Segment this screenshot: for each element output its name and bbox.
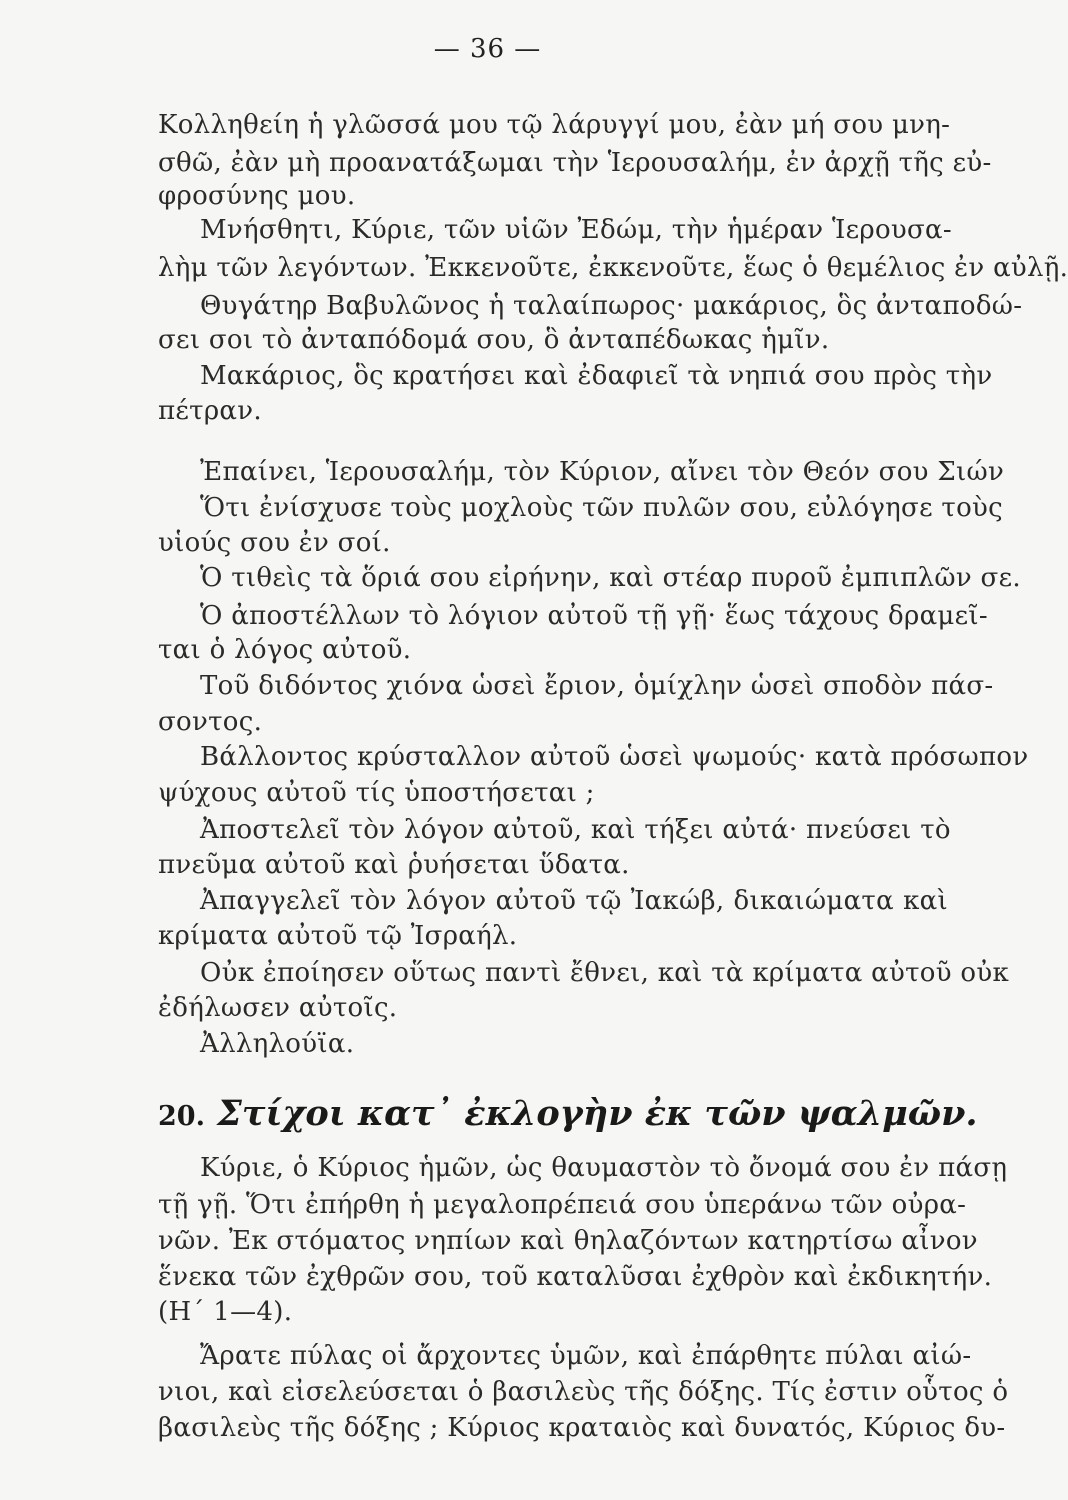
text-line: Μνήσθητι, Κύριε, τῶν υἱῶν Ἐδώμ, τὴν ἡμέραν Ἱερουσα- — [200, 215, 952, 245]
text-line: Ἀποστελεῖ τὸν λόγον αὐτοῦ, καὶ τήξει αὐτά· πνεύσει τὸ — [200, 815, 951, 845]
section-number: 20. — [158, 1101, 205, 1132]
page-number: — 36 — — [433, 34, 542, 64]
text-line: σθῶ, ἐὰν μὴ προανατάξωμαι τὴν Ἱερουσαλήμ, ἐν ἀρχῇ τῆς εὐ- — [158, 148, 992, 178]
text-line: Μακάριος, ὃς κρατήσει καὶ ἐδαφιεῖ τὰ νηπιά σου πρὸς τὴν — [200, 361, 993, 391]
text-line: πέτραν. — [158, 396, 262, 426]
text-line: Ἐπαίνει, Ἱερουσαλήμ, τὸν Κύριον, αἴνει τὸν Θεόν σου Σιών — [200, 457, 1005, 487]
text-line: σοντος. — [158, 707, 263, 737]
text-line: σει σοι τὸ ἀνταπόδομά σου, ὃ ἀνταπέδωκας ἡμῖν. — [158, 325, 830, 355]
text-line: Θυγάτηρ Βαβυλῶνος ἡ ταλαίπωρος· μακάριος, ὃς ἀνταποδώ- — [200, 291, 1023, 321]
text-line: Βάλλοντος κρύσταλλον αὐτοῦ ὡσεὶ ψωμούς· κατὰ πρόσωπον — [200, 742, 1029, 772]
text-line: ται ὁ λόγος αὐτοῦ. — [158, 635, 412, 665]
text-line: ἕνεκα τῶν ἐχθρῶν σου, τοῦ καταλῦσαι ἐχθρὸν καὶ ἐκδικητήν. — [158, 1262, 993, 1292]
text-line: Ὅτι ἐνίσχυσε τοὺς μοχλοὺς τῶν πυλῶν σου, εὐλόγησε τοὺς — [200, 493, 1004, 523]
text-line: ἐδήλωσεν αὐτοῖς. — [158, 993, 398, 1023]
section-title: Στίχοι κατ᾽ ἐκλογὴν ἐκ τῶν ψαλμῶν. — [217, 1093, 978, 1134]
text-line: (Η΄ 1—4). — [158, 1297, 293, 1327]
text-line: φροσύνης μου. — [158, 181, 356, 211]
text-line: Ὁ ἀποστέλλων τὸ λόγιον αὐτοῦ τῇ γῇ· ἕως τάχους δραμεῖ- — [200, 601, 988, 631]
text-line: νιοι, καὶ εἰσελεύσεται ὁ βασιλεὺς τῆς δόξης. Τίς ἐστιν οὗτος ὁ — [158, 1377, 1009, 1407]
text-line: πνεῦμα αὐτοῦ καὶ ῥυήσεται ὕδατα. — [158, 850, 630, 880]
text-line: Οὐκ ἐποίησεν οὕτως παντὶ ἔθνει, καὶ τὰ κρίματα αὐτοῦ οὐκ — [200, 958, 1009, 988]
text-line: νῶν. Ἐκ στόματος νηπίων καὶ θηλαζόντων κατηρτίσω αἶνον — [158, 1226, 978, 1256]
text-line: ψύχους αὐτοῦ τίς ὑποστήσεται ; — [158, 778, 595, 808]
text-line: Κύριε, ὁ Κύριος ἡμῶν, ὡς θαυμαστὸν τὸ ὄνομά σου ἐν πάσῃ — [200, 1153, 1008, 1183]
text-line: Ἀλληλούϊα. — [200, 1029, 355, 1059]
text-line: υἱούς σου ἐν σοί. — [158, 528, 391, 558]
text-line: Ἄρατε πύλας οἱ ἄρχοντες ὑμῶν, καὶ ἐπάρθητε πύλαι αἰώ- — [200, 1341, 972, 1371]
text-line: κρίματα αὐτοῦ τῷ Ἰσραήλ. — [158, 921, 518, 951]
text-line: λὴμ τῶν λεγόντων. Ἐκκενοῦτε, ἐκκενοῦτε, ἕως ὁ θεμέλιος ἐν αὐλῇ. — [158, 253, 1068, 283]
text-line: Τοῦ διδόντος χιόνα ὡσεὶ ἔριον, ὁμίχλην ὡσεὶ σποδὸν πάσ- — [200, 671, 994, 701]
text-line: τῇ γῇ. Ὅτι ἐπήρθη ἡ μεγαλοπρέπειά σου ὑπεράνω τῶν οὐρα- — [158, 1190, 967, 1220]
text-line: Ἀπαγγελεῖ τὸν λόγον αὐτοῦ τῷ Ἰακώβ, δικαιώματα καὶ — [200, 886, 948, 916]
text-line: Ὁ τιθεὶς τὰ ὅριά σου εἰρήνην, καὶ στέαρ πυροῦ ἐμπιπλῶν σε. — [200, 563, 1021, 593]
text-line: βασιλεὺς τῆς δόξης ; Κύριος κραταιὸς καὶ δυνατός, Κύριος δυ- — [158, 1413, 1006, 1443]
section-heading — [158, 1092, 978, 1139]
text-line: Κολληθείη ἡ γλῶσσά μου τῷ λάρυγγί μου, ἐὰν μή σου μνη- — [158, 110, 951, 140]
